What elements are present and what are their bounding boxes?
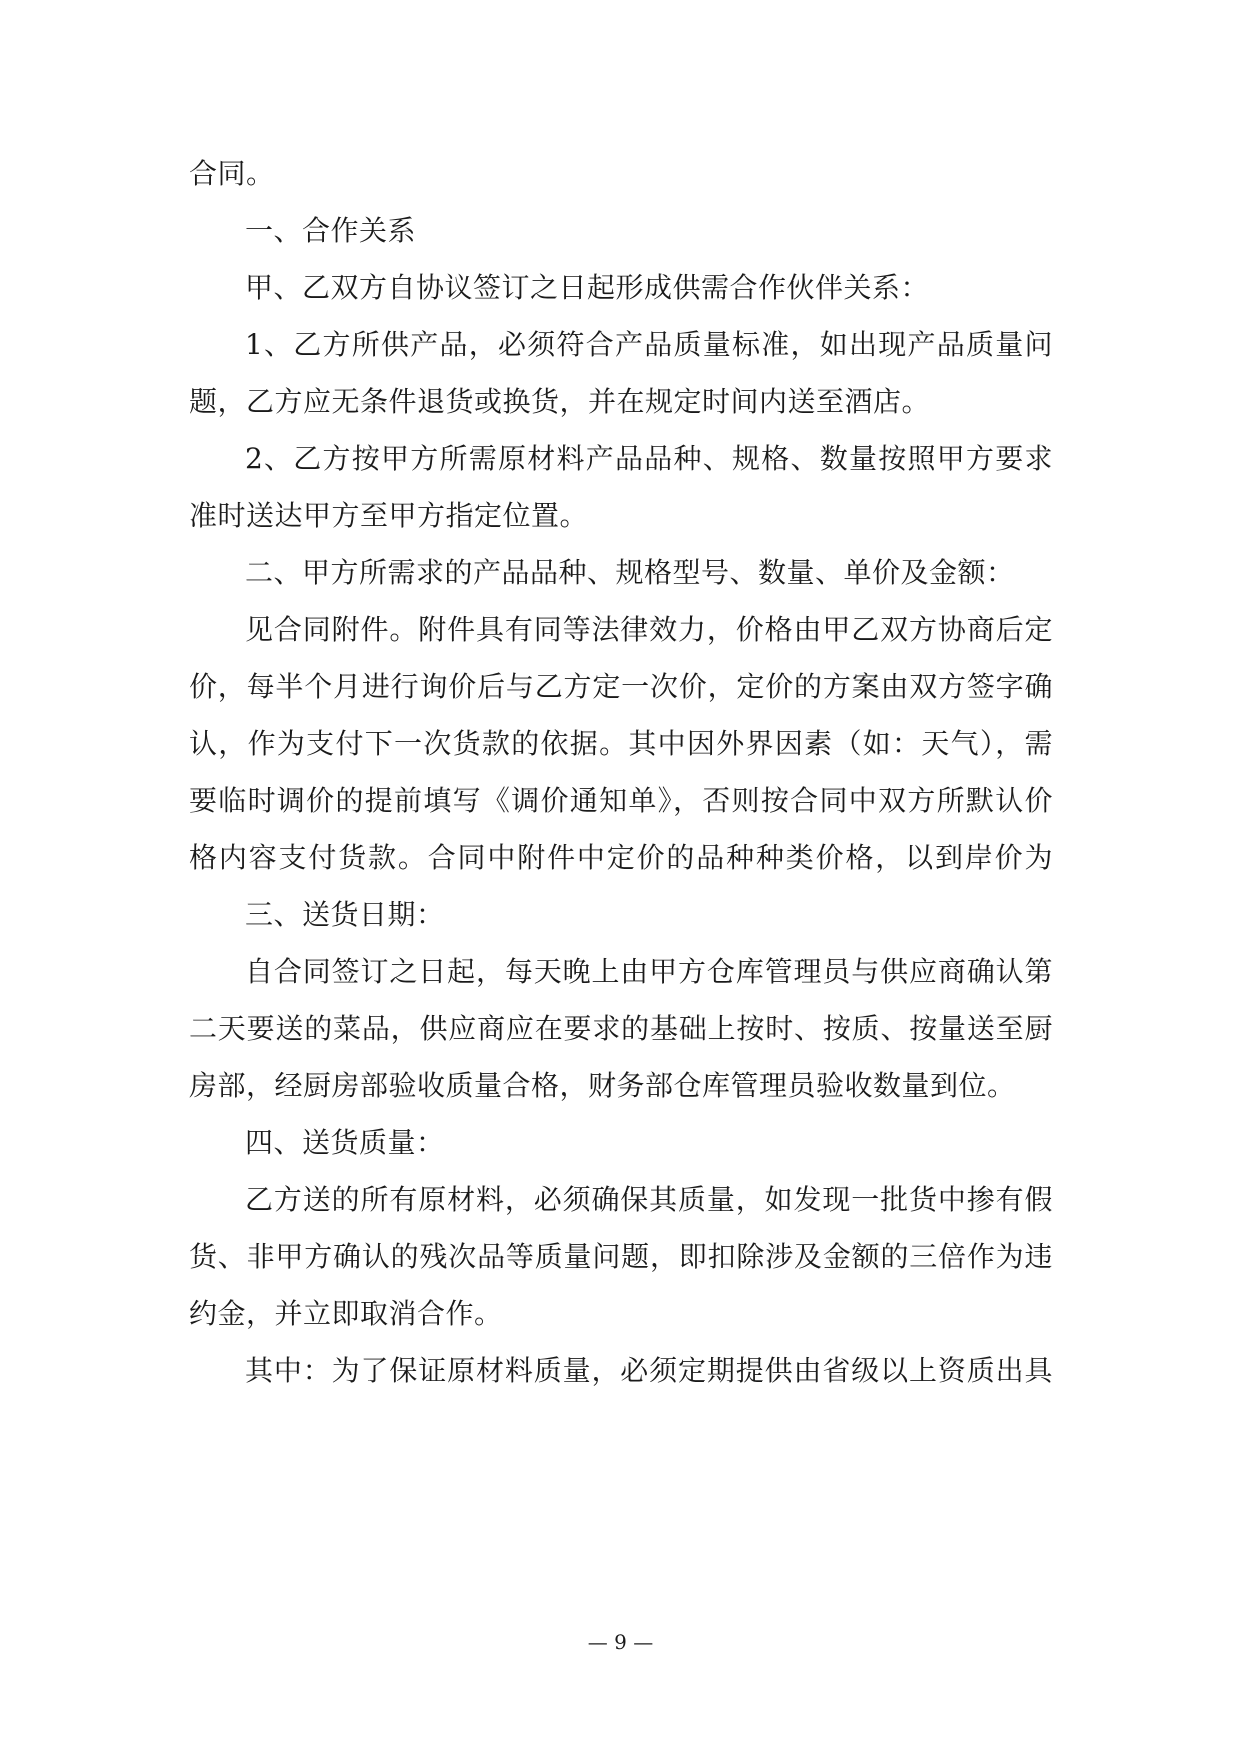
text-line: 2、乙方按甲方所需原材料产品品种、规格、数量按照甲方要求 (245, 442, 1053, 475)
text-line: 其中：为了保证原材料质量，必须定期提供由省级以上资质出具 (245, 1354, 1053, 1387)
text-line: 货、非甲方确认的残次品等质量问题，即扣除涉及金额的三倍作为违 (189, 1240, 1053, 1273)
page-number: — 9 — (587, 1630, 654, 1654)
section-heading: 二、甲方所需求的产品品种、规格型号、数量、单价及金额： (245, 556, 1015, 589)
text-line: 乙方送的所有原材料，必须确保其质量，如发现一批货中掺有假 (245, 1183, 1053, 1216)
text-line: 准时送达甲方至甲方指定位置。 (189, 499, 589, 532)
text-line: 自合同签订之日起，每天晚上由甲方仓库管理员与供应商确认第 (245, 955, 1053, 988)
text-line: 二天要送的菜品，供应商应在要求的基础上按时、按质、按量送至厨 (189, 1012, 1053, 1045)
text-line: 1、乙方所供产品，必须符合产品质量标准，如出现产品质量问 (245, 328, 1053, 361)
text-line: 要临时调价的提前填写《调价通知单》，否则按合同中双方所默认价 (189, 784, 1053, 817)
text-line: 甲、乙双方自协议签订之日起形成供需合作伙伴关系： (245, 271, 930, 304)
text-line: 价，每半个月进行询价后与乙方定一次价，定价的方案由双方签字确 (189, 670, 1053, 703)
text-line: 见合同附件。附件具有同等法律效力，价格由甲乙双方协商后定 (245, 613, 1053, 646)
text-line: 格内容支付货款。合同中附件中定价的品种种类价格，以到岸价为 (189, 841, 1053, 874)
text-line: 合同。 (189, 157, 275, 190)
section-heading: 一、合作关系 (245, 214, 417, 247)
text-line: 房部，经厨房部验收质量合格，财务部仓库管理员验收数量到位。 (189, 1069, 1016, 1102)
text-line: 认，作为支付下一次货款的依据。其中因外界因素（如：天气），需 (189, 727, 1053, 760)
section-heading: 三、送货日期： (245, 898, 445, 931)
text-line: 约金，并立即取消合作。 (189, 1297, 503, 1330)
section-heading: 四、送货质量： (245, 1126, 445, 1159)
text-line: 题，乙方应无条件退货或换货，并在规定时间内送至酒店。 (189, 385, 931, 418)
